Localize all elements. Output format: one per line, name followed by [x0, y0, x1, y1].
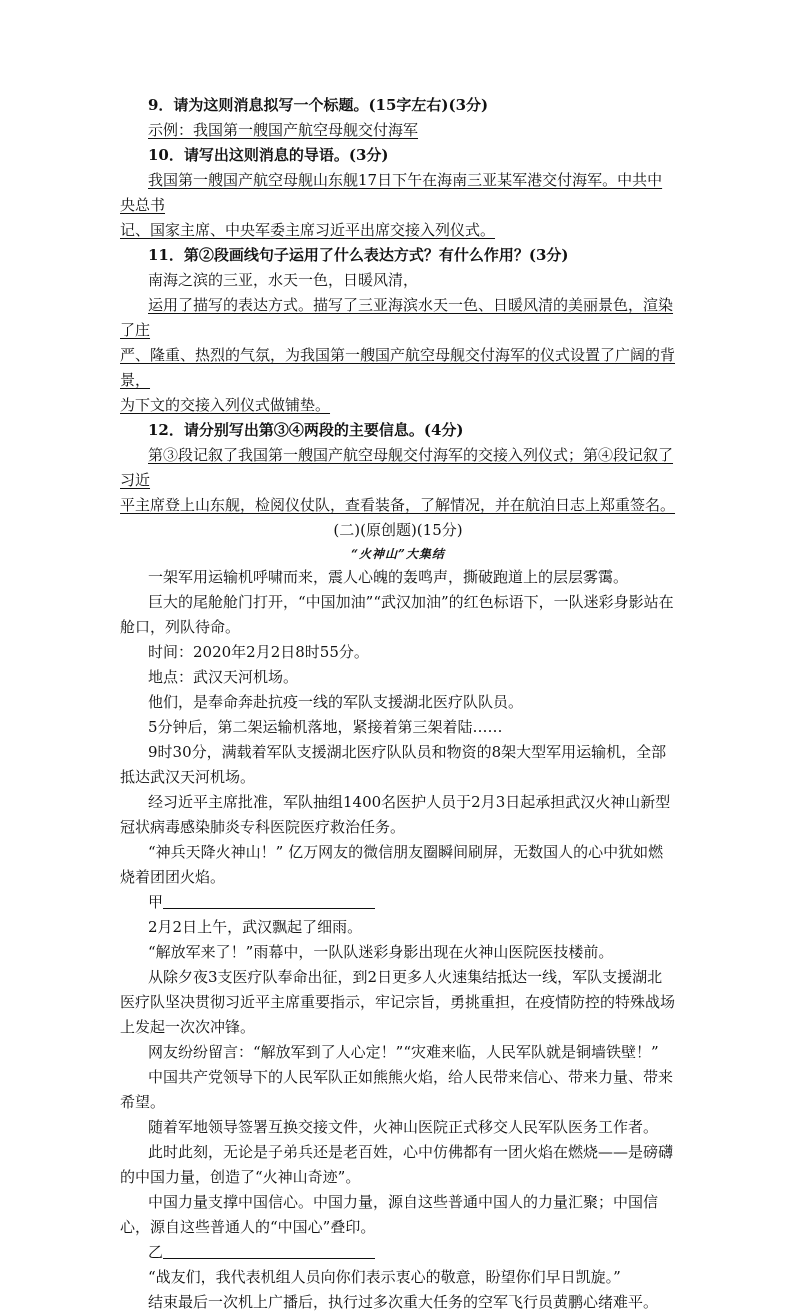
article-body-part-3	[120, 1265, 676, 1315]
paragraph: 9时30分，满载着军队支援湖北医疗队队员和物资的8架大型军用运输机，全部抵达武汉天河机场。	[120, 743, 667, 786]
blank-yi-label: 乙	[148, 1243, 164, 1261]
paragraph: 地点：武汉天河机场。	[148, 668, 299, 686]
paragraph: 网友纷纷留言：“解放军到了人心定！”“灾难来临，人民军队就是铜墙铁壁！”	[148, 1043, 659, 1061]
question-10: 10．请写出这则消息的导语。(3分)	[148, 146, 389, 164]
article-body-part-1	[120, 565, 676, 890]
paragraph: 2月2日上午，武汉飘起了细雨。	[148, 918, 363, 936]
answer-12-line-1: 第③段记叙了我国第一艘国产航空母舰交付海军的交接入列仪式；第④段记叙了习近	[120, 446, 674, 489]
paragraph: “解放军来了！”雨幕中，一队队迷彩身影出现在火神山医院医技楼前。	[148, 943, 614, 961]
paragraph: 他们，是奉命奔赴抗疫一线的军队支援湖北医疗队队员。	[148, 693, 524, 711]
question-9: 9．请为这则消息拟写一个标题。(15字左右)(3分)	[148, 96, 489, 114]
question-11-quote: 南海之滨的三亚，水天一色，日暖风清，	[148, 271, 419, 289]
blank-yi	[120, 1240, 676, 1265]
answer-9: 示例：我国第一艘国产航空母舰交付海军	[148, 121, 419, 139]
paragraph: 随着军地领导签署互换交接文件，火神山医院正式移交人民军队医务工作者。	[148, 1118, 659, 1136]
paragraph: 时间：2020年2月2日8时55分。	[148, 643, 369, 661]
blank-jia-label: 甲	[148, 893, 164, 911]
blank-jia	[120, 890, 676, 915]
section-title: (二)(原创题)(15分)	[333, 521, 463, 539]
paragraph: 5分钟后，第二架运输机落地，紧接着第三架着陆……	[148, 718, 503, 736]
paragraph: “神兵天降火神山！” 亿万网友的微信朋友圈瞬间刷屏，无数国人的心中犹如燃烧着团团火焰。	[120, 843, 664, 886]
paragraph: 经习近平主席批准，军队抽组1400名医护人员于2月3日起承担武汉火神山新型冠状病毒感染肺炎专科医院医疗救治任务。	[120, 793, 671, 836]
paragraph: 巨大的尾舱舱门打开，“中国加油”“武汉加油”的红色标语下，一队迷彩身影站在舱口，列队待命。	[120, 593, 674, 636]
question-11: 11．第②段画线句子运用了什么表达方式？有什么作用？(3分)	[148, 246, 569, 264]
article-title: “火神山”大集结	[351, 547, 445, 561]
paragraph: 结束最后一次机上广播后，执行过多次重大任务的空军飞行员黄鹏心绪难平。	[148, 1293, 659, 1311]
document-content	[120, 93, 676, 1315]
paragraph: 此时此刻，无论是子弟兵还是老百姓，心中仿佛都有一团火焰在燃烧——是磅礴的中国力量，创造了“火神山奇迹”。	[120, 1143, 674, 1186]
paragraph: “战友们，我代表机组人员向你们表示衷心的敬意，盼望你们早日凯旋。”	[148, 1268, 621, 1286]
answer-11-line-3: 为下文的交接入列仪式做铺垫。	[120, 396, 331, 414]
paragraph: 一架军用运输机呼啸而来，震人心魄的轰鸣声，撕破跑道上的层层雾霭。	[148, 568, 629, 586]
answer-11-line-2: 严、隆重、热烈的气氛，为我国第一艘国产航空母舰交付海军的仪式设置了广阔的背景，	[120, 346, 676, 389]
blank-yi-line[interactable]	[163, 1243, 375, 1259]
paragraph: 中国力量支撑中国信心。中国力量，源自这些普通中国人的力量汇聚；中国信心，源自这些普通人的“中国心”叠印。	[120, 1193, 659, 1236]
answer-10-line-2: 记、国家主席、中央军委主席习近平出席交接入列仪式。	[120, 221, 496, 239]
paragraph: 从除夕夜3支医疗队奉命出征，到2日更多人火速集结抵达一线，军队支援湖北医疗队坚决贯彻习近平主席重要指示，牢记宗旨，勇挑重担，在疫情防控的特殊战场上发起一次次冲锋。	[120, 968, 676, 1036]
question-12: 12．请分别写出第③④两段的主要信息。(4分)	[148, 421, 464, 439]
answer-12-line-2: 平主席登上山东舰，检阅仪仗队，查看装备，了解情况，并在航泊日志上郑重签名。	[120, 496, 676, 514]
article-body-part-2	[120, 915, 676, 1240]
paragraph: 中国共产党领导下的人民军队正如熊熊火焰，给人民带来信心、带来力量、带来希望。	[120, 1068, 674, 1111]
answer-11-line-1: 运用了描写的表达方式。描写了三亚海滨水天一色、日暖风清的美丽景色，渲染了庄	[120, 296, 674, 339]
blank-jia-line[interactable]	[163, 893, 375, 909]
answer-10-line-1: 我国第一艘国产航空母舰山东舰17日下午在海南三亚某军港交付海军。中共中央总书	[120, 171, 663, 214]
